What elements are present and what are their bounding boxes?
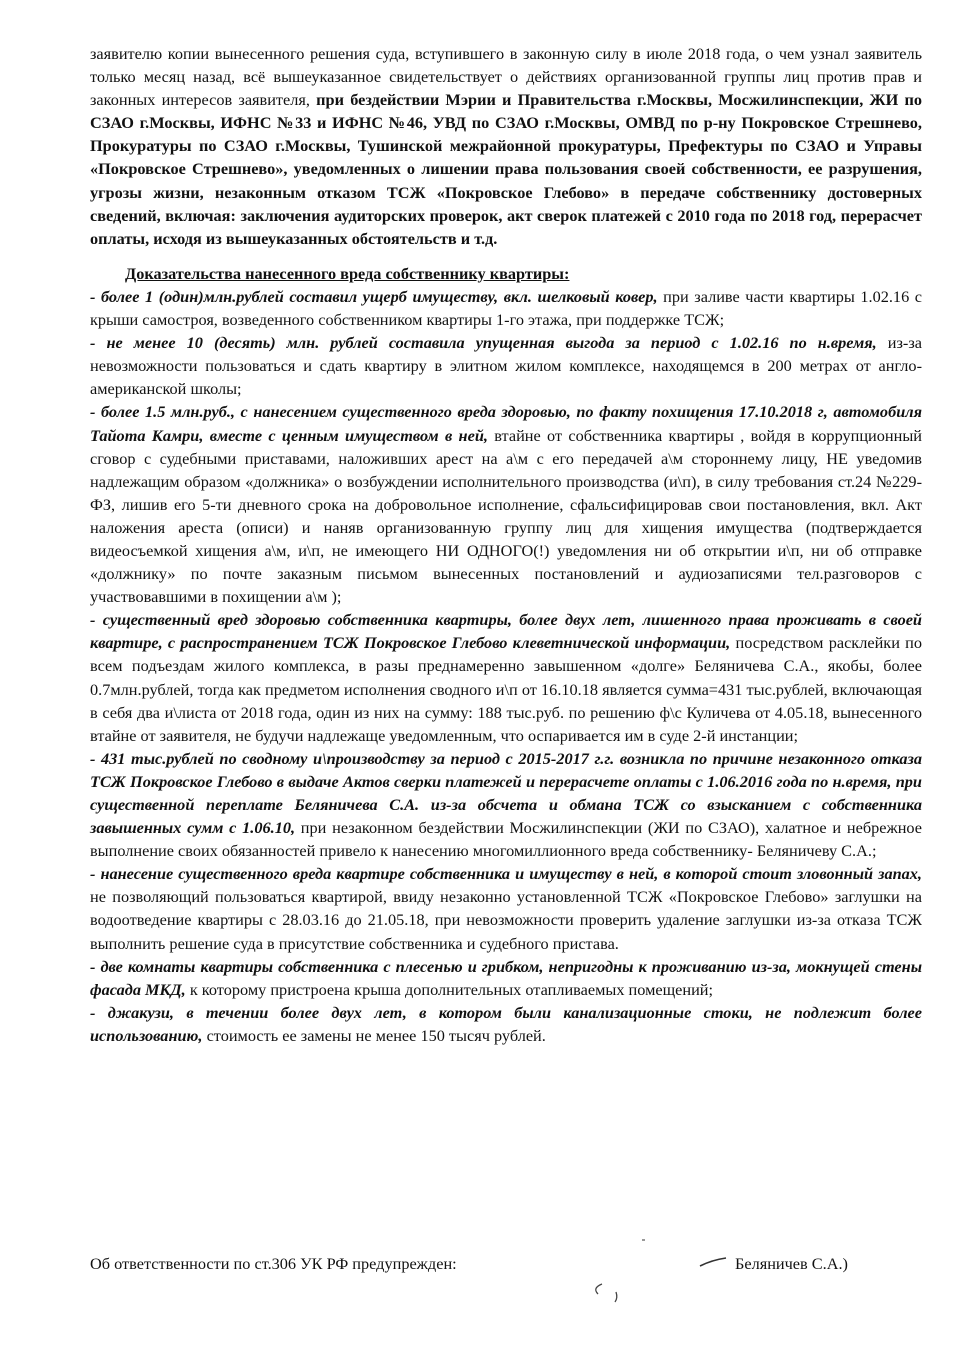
evidence-item-1 (90, 285, 922, 331)
handwritten-signature (580, 1236, 760, 1306)
evidence-item-4 (90, 608, 922, 747)
evidence-item-8-emphasis: - джакузи, в течении более двух лет, в котором были канализационные стоки, не подлежит более использованию, (90, 1002, 922, 1045)
intro-plain-text: заявителю копии вынесенного решения суда, вступившего в законную силу в июле 2018 года, о чем узнал заявитель только месяц назад, всё вышеуказанное свидетельствует о действиях организованной группы лиц против прав и законных интересов заявителя, (90, 44, 922, 110)
evidence-item-5-emphasis: - 431 тыс.рублей по сводному и\производству за период с 2015-2017 г.г. возникла по причине незаконного отказа ТСЖ Покровское Глебово в выдаче Актов сверки платежей и перерасчете оплаты с 1.06.2016 года по н.время, при существенной переплате Беляничева С.А. из-за обсчета и обмана ТСЖ со взысканием с собственника завышенных сумм с 1.06.10, (90, 748, 922, 838)
evidence-item-5 (90, 747, 922, 862)
evidence-item-8 (90, 1001, 922, 1047)
evidence-item-6-emphasis: - нанесение существенного вреда квартире собственника и имуществу в ней, в которой стоит зловонный запах, (90, 864, 922, 884)
evidence-item-5-text: при незаконном бездействии Мосжилинспекции (ЖИ по СЗАО), халатное и небрежное выполнение своих обязанностей привело к нанесению многомиллионного вреда собственнику- Беляничеву С.А.; (90, 818, 922, 861)
evidence-item-1-text: при заливе части квартиры 1.02.16 с крыши самостроя, возведенного собственником квартиры 1-го этажа, при поддержке ТСЖ; (90, 286, 923, 330)
evidence-item-2-emphasis: - не менее 10 (десять) млн. рублей составила упущенная выгода за период с 1.02.16 по н.время, (90, 333, 877, 353)
intro-bold-text: при бездействии Мэрии и Правительства г.Москвы, Мосжилинспекции, ЖИ по СЗАО г.Москвы, ИФНС №33 и ИФНС №46, УВД по СЗАО г.Москвы, ОМВД по р-ну Покровское Стрешнево, Прокуратуры по СЗАО г.Москвы, Тушинской межрайонной прокуратуры, Префектуры по СЗАО и Управы «Покровское Стрешнево», уведомленных о лишении права пользования своей собственности, ее разрушения, угрозы жизни, незаконным отказом ТСЖ «Покровское Глебово» в передаче собственнику достоверных сведений, включая: заключения аудиторских проверок, акт сверок платежей с 2010 года по 2018 год, перерасчет оплаты, исходя из вышеуказанных обстоятельств и т.д. (90, 90, 922, 248)
evidence-item-3-emphasis: - более 1.5 млн.руб., с нанесением существенного вреда здоровью, по факту похищения 17.10.2018 г, автомобиля Тайота Камри, вместе с ценным имуществом в ней, (90, 402, 922, 445)
evidence-item-8-text: стоимость ее замены не менее 150 тысяч рублей. (202, 1025, 546, 1045)
evidence-item-6 (90, 862, 922, 954)
evidence-item-2 (90, 331, 922, 400)
intro-paragraph (90, 42, 922, 250)
evidence-item-4-emphasis: - существенный вред здоровью собственника квартиры, более двух лет, лишенного права проживать в своей квартире, с распространением ТСЖ Покровское Глебово клеветнической информации, (90, 610, 922, 653)
liability-warning: Об ответственности по ст.306 УК РФ предупрежден: (90, 1254, 457, 1273)
evidence-item-2-text: из-за невозможности пользоваться и сдать квартиру в элитном жилом комплексе, находящемся в 200 метрах от англо-американской школы; (90, 333, 923, 399)
evidence-item-7 (90, 955, 922, 1001)
evidence-item-3 (90, 400, 922, 608)
evidence-heading: Доказательства нанесенного вреда собственнику квартиры: (125, 263, 570, 283)
evidence-item-3-text: втайне от собственника квартиры , войдя в коррупционный сговор с судебными приставами, наложивших арест на а\м с его передачей а\м стороннему лицу, НЕ уведомив надлежащим образом «должника» о возбуждении исполнительного производства (и\п), в силу требования ст.24 №229-ФЗ, лишив его 5-ти дневного срока на добровольное исполнение, сфальсифицировав свои постановления, вкл. Акт наложения ареста (описи) и наняв организованную группу лиц для хищения имущества (подтверждается видеосъемкой хищения а\м, и\п, не имеющего НИ ОДНОГО(!) уведомления ни об открытии и\п, ни об отправке «должнику» по почте заказным письмом вынесенных постановлений и аудиозаписями тел.разговоров с участвовавшими в похищении а\м ); (90, 425, 922, 607)
evidence-item-7-text: к которому пристроена крыша дополнительных отапливаемых помещений; (185, 979, 714, 999)
evidence-item-7-emphasis: - две комнаты квартиры собственника с плесенью и грибком, непригодны к проживанию из-за, мокнущей стены фасада МКД, (90, 956, 922, 999)
evidence-item-1-emphasis: - более 1 (один)млн.рублей составил ущерб имуществу, вкл. шелковый ковер, (90, 286, 658, 306)
evidence-item-6-text: не позволяющий пользоваться квартирой, ввиду незаконно установленной ТСЖ «Покровское Глебово» заглушки на водоотведение квартиры с 28.03.16 до 21.05.18, при невозможности проверить удаление заглушки из-за отказа ТСЖ выполнить решение суда в присутствие собственника и судебного пристава. (90, 887, 922, 953)
signer-name: Беляничев С.А.) (735, 1254, 848, 1273)
evidence-item-4-text: посредством расклейки по всем подъездам жилого комплекса, в разы преднамеренно завышенном «долге» Беляничева С.А., якобы, более 0.7млн.рублей, тогда как предметом исполнения сводного и\п от 16.10.18 является сумма=431 тыс.рублей, включающая в себя два и\листа от 2018 года, один из них на сумму: 188 тыс.руб. по решению ф\с Куличева от 4.05.18, вынесенного втайне от заявителя, не будучи надлежаще уведомленным, что оспаривается им в суде 2-й инстанции; (90, 633, 922, 745)
document-body (90, 42, 922, 1047)
